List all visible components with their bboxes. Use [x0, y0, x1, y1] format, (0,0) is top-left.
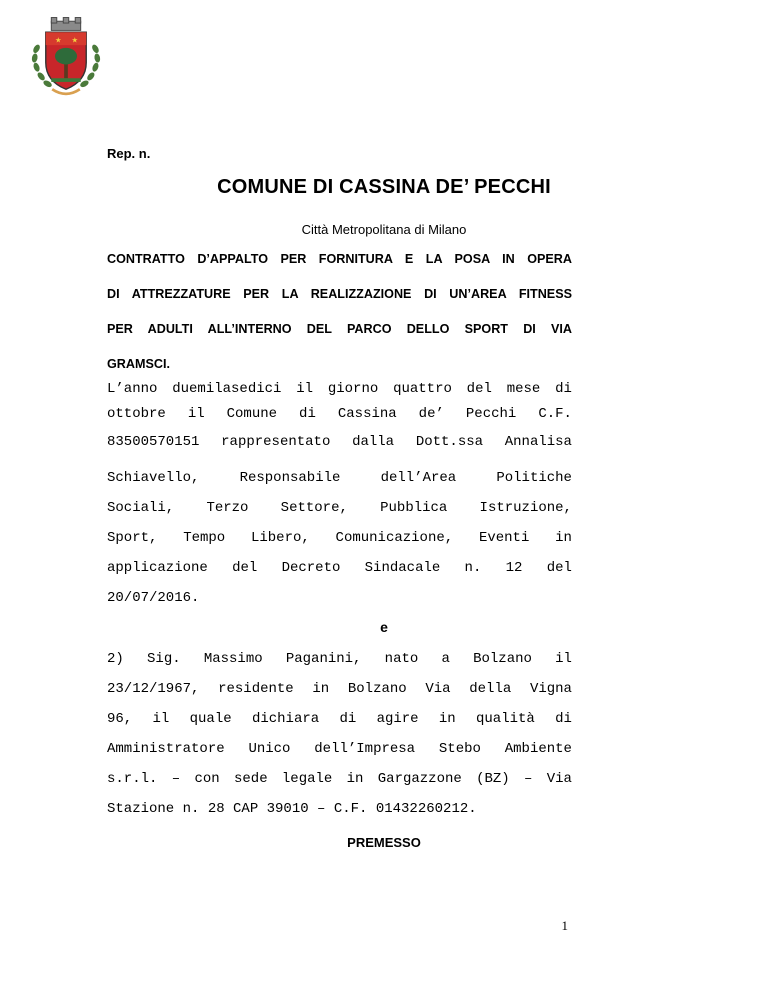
- body-text-line: [107, 530, 572, 546]
- coat-of-arms-icon: [20, 12, 112, 104]
- body-word: Stebo: [438, 741, 481, 757]
- body-word: Vigna: [529, 681, 572, 697]
- body-text-line: [107, 801, 572, 817]
- body-word: 39010: [266, 801, 309, 817]
- body-word: quale: [189, 711, 232, 727]
- body-word: Unico: [248, 741, 291, 757]
- body-word: CAP: [233, 801, 259, 817]
- body-word: Sport,: [107, 530, 158, 546]
- body-text-line: [107, 771, 572, 787]
- body-word: Paganini,: [285, 651, 362, 667]
- body-word: Libero,: [250, 530, 310, 546]
- body-word: sede: [233, 771, 268, 787]
- body-word: Amministratore: [107, 741, 225, 757]
- body-word: del: [546, 560, 572, 576]
- body-word: di: [299, 406, 316, 422]
- body-word: Schiavello,: [107, 470, 200, 486]
- body-word: rappresentato: [221, 434, 331, 450]
- body-word: Massimo: [203, 651, 263, 667]
- body-word: dichiara: [251, 711, 320, 727]
- body-word: Via: [425, 681, 451, 697]
- body-text-line: [107, 590, 572, 606]
- body-word: del: [466, 381, 492, 397]
- body-word: 20/07/2016.: [107, 590, 200, 606]
- body-word: de’: [418, 406, 444, 422]
- body-word: Responsabile: [239, 470, 341, 486]
- body-text-line: [107, 500, 572, 516]
- body-word: –: [524, 771, 533, 787]
- body-word: in: [346, 771, 364, 787]
- body-word: n.: [464, 560, 482, 576]
- body-word: in: [555, 530, 572, 546]
- body-word: in: [438, 711, 456, 727]
- page-subtitle: Città Metropolitana di Milano: [301, 222, 467, 237]
- body-word: Bolzano: [473, 651, 532, 667]
- body-text-line: [107, 651, 572, 667]
- body-text-line: [107, 470, 572, 486]
- section-heading: PREMESSO: [347, 835, 421, 850]
- body-word: legale: [281, 771, 333, 787]
- body-word: in: [312, 681, 330, 697]
- body-word: duemilasedici: [172, 381, 282, 397]
- body-word: Istruzione,: [479, 500, 572, 516]
- body-word: Bolzano: [347, 681, 407, 697]
- body-word: 12: [505, 560, 523, 576]
- body-word: nato: [384, 651, 419, 667]
- contract-heading-line: PER ADULTI ALL’INTERNO DEL PARCO DELLO SPORT DI VIA: [107, 322, 572, 336]
- parties-separator: e: [380, 619, 388, 635]
- body-word: –: [171, 771, 181, 787]
- body-word: n.: [182, 801, 200, 817]
- body-word: 23/12/1967,: [107, 681, 200, 697]
- body-word: Ambiente: [504, 741, 572, 757]
- body-word: mese: [506, 381, 541, 397]
- body-word: del: [232, 560, 258, 576]
- body-word: il: [187, 406, 205, 422]
- body-word: il: [296, 381, 314, 397]
- body-word: Sindacale: [364, 560, 441, 576]
- body-word: Terzo: [206, 500, 249, 516]
- body-word: 2): [107, 651, 124, 667]
- body-word: agire: [376, 711, 419, 727]
- body-text-line: [107, 741, 572, 757]
- body-word: della: [469, 681, 512, 697]
- body-word: quattro: [393, 381, 452, 397]
- body-word: dell’Area: [380, 470, 457, 486]
- body-word: ottobre: [107, 406, 166, 422]
- contract-heading-line: CONTRATTO D’APPALTO PER FORNITURA E LA POSA IN OPERA: [107, 252, 572, 266]
- body-word: Via: [546, 771, 572, 787]
- body-text-line: [107, 381, 572, 397]
- body-word: C.F.: [333, 801, 368, 817]
- body-text-line: [107, 681, 572, 697]
- body-text-line: [107, 406, 572, 422]
- body-word: Settore,: [280, 500, 348, 516]
- body-word: Tempo: [183, 530, 226, 546]
- body-word: Dott.ssa: [415, 434, 484, 450]
- body-word: L’anno: [107, 381, 158, 397]
- svg-text:★: ★: [71, 35, 79, 45]
- body-word: Gargazzone: [377, 771, 462, 787]
- body-word: 28: [207, 801, 225, 817]
- contract-heading-line: DI ATTREZZATURE PER LA REALIZZAZIONE DI UN’AREA FITNESS: [107, 287, 572, 301]
- page-title: COMUNE DI CASSINA DE’ PECCHI: [217, 176, 551, 198]
- body-text-line: [107, 711, 572, 727]
- body-text-line: [107, 560, 572, 576]
- body-word: Pubblica: [380, 500, 448, 516]
- body-word: 83500570151: [107, 434, 200, 450]
- body-word: Pecchi: [465, 406, 517, 422]
- body-word: C.F.: [538, 406, 572, 422]
- body-word: di: [555, 381, 572, 397]
- svg-text:★: ★: [54, 35, 62, 45]
- body-word: a: [441, 651, 450, 667]
- body-word: (BZ): [476, 771, 510, 787]
- body-word: 96,: [107, 711, 133, 727]
- body-word: Eventi: [478, 530, 530, 546]
- body-word: applicazione: [107, 560, 208, 576]
- page-number: 1: [561, 918, 568, 933]
- body-word: s.r.l.: [107, 771, 158, 787]
- body-word: dalla: [352, 434, 395, 450]
- body-word: Politiche: [496, 470, 572, 486]
- body-word: –: [317, 801, 326, 817]
- body-word: dell’Impresa: [314, 741, 416, 757]
- body-word: di: [555, 711, 572, 727]
- body-word: Comunicazione,: [335, 530, 454, 546]
- body-word: di: [339, 711, 357, 727]
- body-word: residente: [218, 681, 294, 697]
- body-word: qualità: [475, 711, 535, 727]
- contract-heading-line: GRAMSCI.: [107, 357, 170, 371]
- body-word: 01432260212.: [375, 801, 477, 817]
- body-word: il: [555, 651, 572, 667]
- body-word: Comune: [226, 406, 278, 422]
- rep-number-label: Rep. n.: [107, 146, 151, 161]
- body-text-line: [107, 434, 572, 450]
- body-word: Annalisa: [504, 434, 572, 450]
- body-word: Decreto: [281, 560, 341, 576]
- body-word: giorno: [327, 381, 379, 397]
- body-word: Stazione: [107, 801, 175, 817]
- body-word: con: [194, 771, 220, 787]
- body-word: il: [152, 711, 170, 727]
- body-word: Sociali,: [107, 500, 175, 516]
- body-word: Cassina: [337, 406, 397, 422]
- body-word: Sig.: [147, 651, 181, 667]
